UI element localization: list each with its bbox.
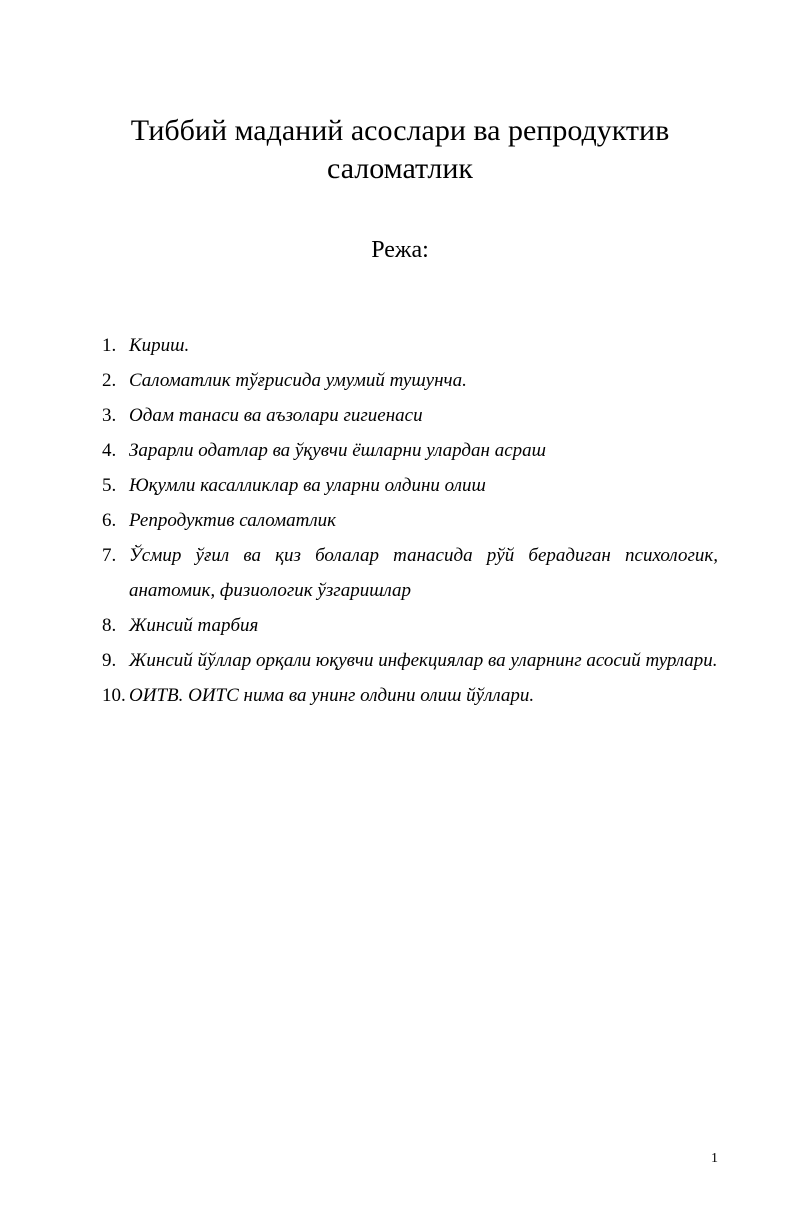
list-item-text: Одам танаси ва аъзолари гигиенаси (129, 405, 423, 426)
document-title: Тиббий маданий асослари ва репродуктив саломатлик (130, 114, 670, 185)
list-item (102, 328, 718, 363)
list-item-text: Зарарли одатлар ва ўқувчи ёшларни улардан асраш (129, 440, 546, 461)
page-number: 1 (711, 1151, 718, 1166)
list-item (102, 468, 718, 503)
list-item-number: 3. (102, 405, 117, 426)
list-item-text: ОИТВ. ОИТС нима ва унинг олдини олиш йўллари. (129, 685, 535, 706)
list-item-number: 7. (102, 545, 117, 566)
list-item (102, 433, 718, 468)
list-item (102, 608, 718, 643)
list-item-number: 8. (102, 615, 117, 636)
list-item-text: Ўсмир ўғил ва қиз болалар танасида рўй берадиган психологик, анатомик, физиологик ўзгаришлар (129, 545, 718, 601)
list-item-text: Репродуктив саломатлик (129, 510, 337, 531)
list-item-text: Жинсий йўллар орқали юқувчи инфекциялар ва уларнинг асосий турлари. (129, 650, 718, 671)
list-item-text: Жинсий тарбия (129, 615, 259, 636)
list-item-number: 4. (102, 440, 117, 461)
plan-heading: Режа: (371, 237, 429, 263)
list-item-number: 10. (102, 685, 126, 706)
list-item-number: 1. (102, 335, 117, 356)
list-item-text: Кириш. (129, 335, 190, 356)
list-item-number: 2. (102, 370, 117, 391)
list-item (102, 363, 718, 398)
list-item (102, 678, 718, 713)
list-item-number: 6. (102, 510, 117, 531)
list-item-number: 5. (102, 475, 117, 496)
list-item-number: 9. (102, 650, 117, 671)
list-item (102, 503, 718, 538)
list-item (102, 538, 718, 608)
list-item-text: Юқумли касалликлар ва уларни олдини олиш (129, 475, 486, 496)
list-item (102, 643, 718, 678)
plan-list (102, 328, 718, 713)
list-item-text: Саломатлик тўғрисида умумий тушунча. (129, 370, 467, 391)
list-item (102, 398, 718, 433)
